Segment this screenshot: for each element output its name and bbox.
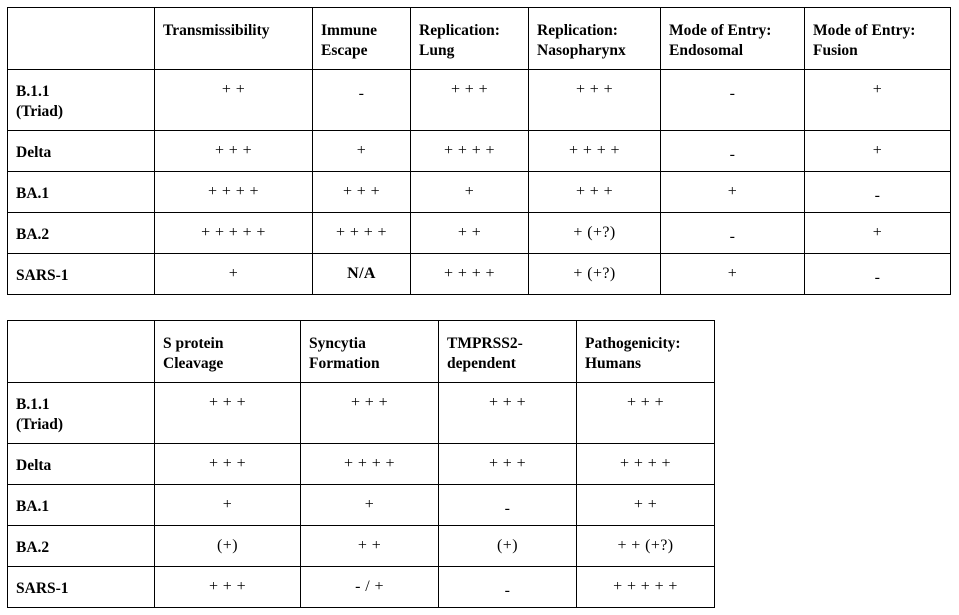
table-cell: +	[805, 70, 951, 131]
table-cell: + +	[411, 213, 529, 254]
table-row	[8, 444, 715, 485]
table-row	[8, 383, 715, 444]
table-cell: +	[313, 131, 411, 172]
column-header-replication-nasopharynx: Replication: Nasopharynx	[529, 8, 661, 70]
table-cell: -	[805, 254, 951, 295]
table-cell: +	[805, 131, 951, 172]
table-cell: + + + +	[155, 172, 313, 213]
column-header-immune-escape: Immune Escape	[313, 8, 411, 70]
table-cell: -	[661, 213, 805, 254]
table-cell: -	[439, 567, 577, 608]
column-header-transmissibility: Transmissibility	[155, 8, 313, 70]
row-label: B.1.1 (Triad)	[8, 383, 155, 444]
header-corner-cell	[8, 321, 155, 383]
row-label: BA.2	[8, 213, 155, 254]
table-cell: + (+?)	[529, 254, 661, 295]
column-header-tmprss2-dependent: TMPRSS2- dependent	[439, 321, 577, 383]
table-cell: +	[301, 485, 439, 526]
table-row	[8, 526, 715, 567]
table-cell: + +	[577, 485, 715, 526]
table-cell: + + +	[411, 70, 529, 131]
table-cell: + + + +	[301, 444, 439, 485]
column-header-s-protein-cleavage: S protein Cleavage	[155, 321, 301, 383]
row-label: BA.1	[8, 172, 155, 213]
table-cell: - / +	[301, 567, 439, 608]
table-cell: (+)	[439, 526, 577, 567]
table-cell: + + +	[155, 131, 313, 172]
table-cell: (+)	[155, 526, 301, 567]
table-cell: + + + +	[577, 444, 715, 485]
table-cell: + (+?)	[529, 213, 661, 254]
table-cell: + + + + +	[577, 567, 715, 608]
header-row	[8, 8, 951, 70]
table-cell: N/A	[313, 254, 411, 295]
table-cell: + + + +	[313, 213, 411, 254]
row-label: SARS-1	[8, 567, 155, 608]
table-row	[8, 213, 951, 254]
table-cell: +	[661, 172, 805, 213]
pathogenicity-table	[7, 320, 715, 608]
table-cell: +	[155, 254, 313, 295]
table-cell: + + +	[155, 383, 301, 444]
table-row	[8, 70, 951, 131]
table-cell: -	[313, 70, 411, 131]
table-cell: + + + +	[529, 131, 661, 172]
row-label: BA.2	[8, 526, 155, 567]
table-cell: + + +	[155, 444, 301, 485]
table-cell: -	[439, 485, 577, 526]
header-row	[8, 321, 715, 383]
column-header-replication-lung: Replication: Lung	[411, 8, 529, 70]
table-cell: + +	[301, 526, 439, 567]
table-cell: +	[411, 172, 529, 213]
table-cell: -	[805, 172, 951, 213]
row-label: Delta	[8, 131, 155, 172]
table-cell: + + +	[301, 383, 439, 444]
table-row	[8, 485, 715, 526]
table-cell: + + +	[313, 172, 411, 213]
table-row	[8, 172, 951, 213]
row-label: SARS-1	[8, 254, 155, 295]
table-cell: + + +	[529, 172, 661, 213]
row-label: BA.1	[8, 485, 155, 526]
table-cell: +	[155, 485, 301, 526]
table-cell: + + + +	[411, 131, 529, 172]
table-cell: + + + + +	[155, 213, 313, 254]
table-cell: + + + +	[411, 254, 529, 295]
table-cell: + + +	[155, 567, 301, 608]
table-cell: + + +	[577, 383, 715, 444]
row-label: B.1.1 (Triad)	[8, 70, 155, 131]
variant-properties-table	[7, 7, 951, 295]
table-cell: + + +	[439, 383, 577, 444]
row-label: Delta	[8, 444, 155, 485]
column-header-mode-of-entry-endosomal: Mode of Entry: Endosomal	[661, 8, 805, 70]
table-cell: + + +	[439, 444, 577, 485]
table-cell: + + +	[529, 70, 661, 131]
column-header-pathogenicity-humans: Pathogenicity: Humans	[577, 321, 715, 383]
table-cell: -	[661, 131, 805, 172]
table-cell: + + (+?)	[577, 526, 715, 567]
table-cell: +	[661, 254, 805, 295]
table-row	[8, 567, 715, 608]
table-cell: +	[805, 213, 951, 254]
table-row	[8, 254, 951, 295]
header-corner-cell	[8, 8, 155, 70]
table-cell: + +	[155, 70, 313, 131]
column-header-syncytia-formation: Syncytia Formation	[301, 321, 439, 383]
table-row	[8, 131, 951, 172]
column-header-mode-of-entry-fusion: Mode of Entry: Fusion	[805, 8, 951, 70]
table-cell: -	[661, 70, 805, 131]
